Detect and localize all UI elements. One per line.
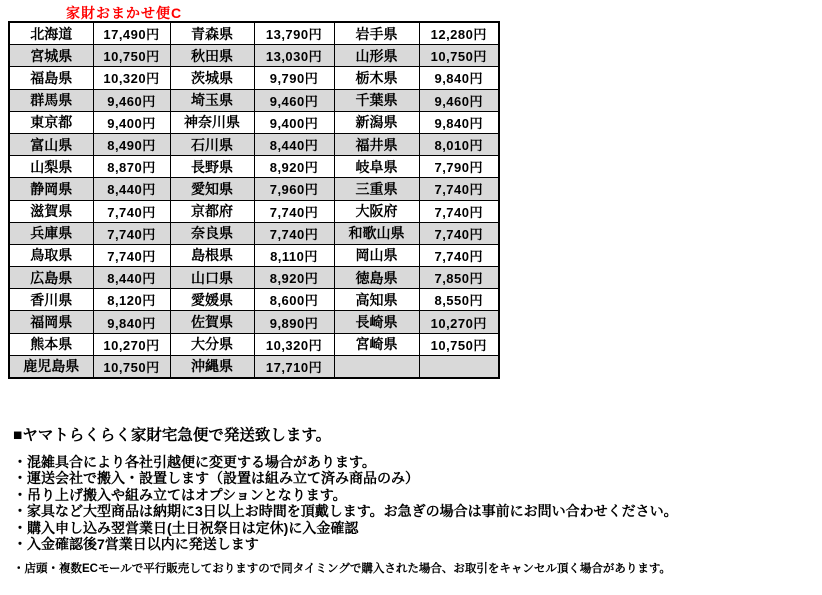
price-cell: 8,870円 bbox=[93, 156, 170, 178]
prefecture-cell: 秋田県 bbox=[170, 45, 254, 67]
prefecture-cell: 栃木県 bbox=[334, 67, 419, 89]
price-cell: 7,740円 bbox=[419, 222, 499, 244]
table-row bbox=[9, 333, 499, 355]
prefecture-cell: 群馬県 bbox=[9, 89, 93, 111]
table-row bbox=[9, 267, 499, 289]
price-cell: 9,400円 bbox=[254, 111, 334, 133]
prefecture-cell: 鳥取県 bbox=[9, 244, 93, 266]
prefecture-cell: 北海道 bbox=[9, 22, 93, 45]
price-cell: 8,010円 bbox=[419, 133, 499, 155]
prefecture-cell: 鹿児島県 bbox=[9, 355, 93, 378]
prefecture-cell: 青森県 bbox=[170, 22, 254, 45]
price-cell: 8,490円 bbox=[93, 133, 170, 155]
prefecture-cell: 福岡県 bbox=[9, 311, 93, 333]
table-row bbox=[9, 311, 499, 333]
price-cell: 7,740円 bbox=[93, 244, 170, 266]
price-cell: 9,460円 bbox=[254, 89, 334, 111]
price-cell: 7,740円 bbox=[419, 200, 499, 222]
price-cell: 9,840円 bbox=[93, 311, 170, 333]
price-cell: 9,790円 bbox=[254, 67, 334, 89]
price-cell: 7,740円 bbox=[93, 200, 170, 222]
price-cell: 7,790円 bbox=[419, 156, 499, 178]
prefecture-cell: 広島県 bbox=[9, 267, 93, 289]
price-cell: 17,710円 bbox=[254, 355, 334, 378]
table-row bbox=[9, 355, 499, 378]
prefecture-cell: 高知県 bbox=[334, 289, 419, 311]
prefecture-cell: 沖縄県 bbox=[170, 355, 254, 378]
prefecture-cell: 新潟県 bbox=[334, 111, 419, 133]
prefecture-cell: 宮崎県 bbox=[334, 333, 419, 355]
prefecture-cell: 滋賀県 bbox=[9, 200, 93, 222]
prefecture-cell: 大分県 bbox=[170, 333, 254, 355]
price-cell: 13,030円 bbox=[254, 45, 334, 67]
price-cell: 9,890円 bbox=[254, 311, 334, 333]
prefecture-cell: 長野県 bbox=[170, 156, 254, 178]
shipping-service-title: 家財おまかせ便C bbox=[66, 5, 183, 21]
price-cell: 8,920円 bbox=[254, 156, 334, 178]
price-cell: 8,440円 bbox=[254, 133, 334, 155]
notes-list bbox=[13, 454, 813, 552]
price-cell: 12,280円 bbox=[419, 22, 499, 45]
prefecture-cell: 石川県 bbox=[170, 133, 254, 155]
price-cell: 7,740円 bbox=[419, 244, 499, 266]
table-row bbox=[9, 222, 499, 244]
prefecture-cell: 福島県 bbox=[9, 67, 93, 89]
price-cell: 10,750円 bbox=[419, 45, 499, 67]
prefecture-cell: 大阪府 bbox=[334, 200, 419, 222]
note-item: ・吊り上げ搬入や組み立てはオプションとなります。 bbox=[13, 486, 347, 503]
table-row bbox=[9, 22, 499, 45]
price-cell bbox=[419, 355, 499, 378]
price-cell: 17,490円 bbox=[93, 22, 170, 45]
price-cell: 9,840円 bbox=[419, 111, 499, 133]
note-item: ・購入申し込み翌営業日(土日祝祭日は定休)に入金確認 bbox=[13, 519, 359, 536]
prefecture-cell: 岡山県 bbox=[334, 244, 419, 266]
price-cell: 9,460円 bbox=[419, 89, 499, 111]
table-row bbox=[9, 244, 499, 266]
prefecture-cell: 山形県 bbox=[334, 45, 419, 67]
prefecture-cell: 愛媛県 bbox=[170, 289, 254, 311]
price-cell: 7,960円 bbox=[254, 178, 334, 200]
prefecture-cell: 富山県 bbox=[9, 133, 93, 155]
price-cell: 9,400円 bbox=[93, 111, 170, 133]
price-cell: 8,110円 bbox=[254, 244, 334, 266]
prefecture-cell: 茨城県 bbox=[170, 67, 254, 89]
price-cell: 7,740円 bbox=[419, 178, 499, 200]
prefecture-cell: 兵庫県 bbox=[9, 222, 93, 244]
table-row bbox=[9, 289, 499, 311]
table-row bbox=[9, 133, 499, 155]
notes-heading: ■ヤマトらくらく家財宅急便で発送致します。 bbox=[13, 427, 332, 444]
price-cell: 13,790円 bbox=[254, 22, 334, 45]
prefecture-cell: 山梨県 bbox=[9, 156, 93, 178]
price-cell: 7,740円 bbox=[93, 222, 170, 244]
prefecture-cell: 神奈川県 bbox=[170, 111, 254, 133]
prefecture-cell: 長崎県 bbox=[334, 311, 419, 333]
price-cell: 9,840円 bbox=[419, 67, 499, 89]
prefecture-cell: 福井県 bbox=[334, 133, 419, 155]
prefecture-cell: 千葉県 bbox=[334, 89, 419, 111]
price-cell: 8,920円 bbox=[254, 267, 334, 289]
prefecture-cell: 岐阜県 bbox=[334, 156, 419, 178]
price-cell: 8,440円 bbox=[93, 178, 170, 200]
table-row bbox=[9, 45, 499, 67]
prefecture-cell: 奈良県 bbox=[170, 222, 254, 244]
price-cell: 10,320円 bbox=[93, 67, 170, 89]
price-cell: 10,750円 bbox=[419, 333, 499, 355]
prefecture-cell: 島根県 bbox=[170, 244, 254, 266]
price-cell: 7,740円 bbox=[254, 222, 334, 244]
price-cell: 10,270円 bbox=[419, 311, 499, 333]
table-row bbox=[9, 89, 499, 111]
table-row bbox=[9, 67, 499, 89]
price-cell: 8,440円 bbox=[93, 267, 170, 289]
shipping-fee-table bbox=[8, 21, 500, 379]
prefecture-cell: 香川県 bbox=[9, 289, 93, 311]
table-row bbox=[9, 111, 499, 133]
prefecture-cell bbox=[334, 355, 419, 378]
price-cell: 7,740円 bbox=[254, 200, 334, 222]
prefecture-cell: 東京都 bbox=[9, 111, 93, 133]
prefecture-cell: 宮城県 bbox=[9, 45, 93, 67]
price-cell: 10,270円 bbox=[93, 333, 170, 355]
prefecture-cell: 岩手県 bbox=[334, 22, 419, 45]
price-cell: 10,320円 bbox=[254, 333, 334, 355]
price-cell: 8,120円 bbox=[93, 289, 170, 311]
price-cell: 9,460円 bbox=[93, 89, 170, 111]
note-item: ・入金確認後7営業日以内に発送します bbox=[13, 536, 259, 553]
price-cell: 10,750円 bbox=[93, 355, 170, 378]
price-cell: 8,550円 bbox=[419, 289, 499, 311]
prefecture-cell: 京都府 bbox=[170, 200, 254, 222]
prefecture-cell: 山口県 bbox=[170, 267, 254, 289]
table-row bbox=[9, 200, 499, 222]
footnote: ・店頭・複数ECモールで平行販売しておりますので同タイミングで購入された場合、お取引をキャンセル頂く場合があります。 bbox=[13, 563, 671, 576]
prefecture-cell: 熊本県 bbox=[9, 333, 93, 355]
prefecture-cell: 三重県 bbox=[334, 178, 419, 200]
note-item: ・運送会社で搬入・設置します（設置は組み立て済み商品のみ） bbox=[13, 470, 419, 487]
price-cell: 7,850円 bbox=[419, 267, 499, 289]
prefecture-cell: 愛知県 bbox=[170, 178, 254, 200]
notes-section bbox=[13, 423, 813, 576]
price-cell: 8,600円 bbox=[254, 289, 334, 311]
prefecture-cell: 和歌山県 bbox=[334, 222, 419, 244]
prefecture-cell: 徳島県 bbox=[334, 267, 419, 289]
table-row bbox=[9, 178, 499, 200]
prefecture-cell: 静岡県 bbox=[9, 178, 93, 200]
note-item: ・混雑具合により各社引越便に変更する場合があります。 bbox=[13, 454, 376, 470]
prefecture-cell: 佐賀県 bbox=[170, 311, 254, 333]
price-cell: 10,750円 bbox=[93, 45, 170, 67]
note-item: ・家具など大型商品は納期に3日以上お時間を頂戴します。お急ぎの場合は事前にお問い合わせください。 bbox=[13, 503, 678, 520]
prefecture-cell: 埼玉県 bbox=[170, 89, 254, 111]
table-row bbox=[9, 156, 499, 178]
